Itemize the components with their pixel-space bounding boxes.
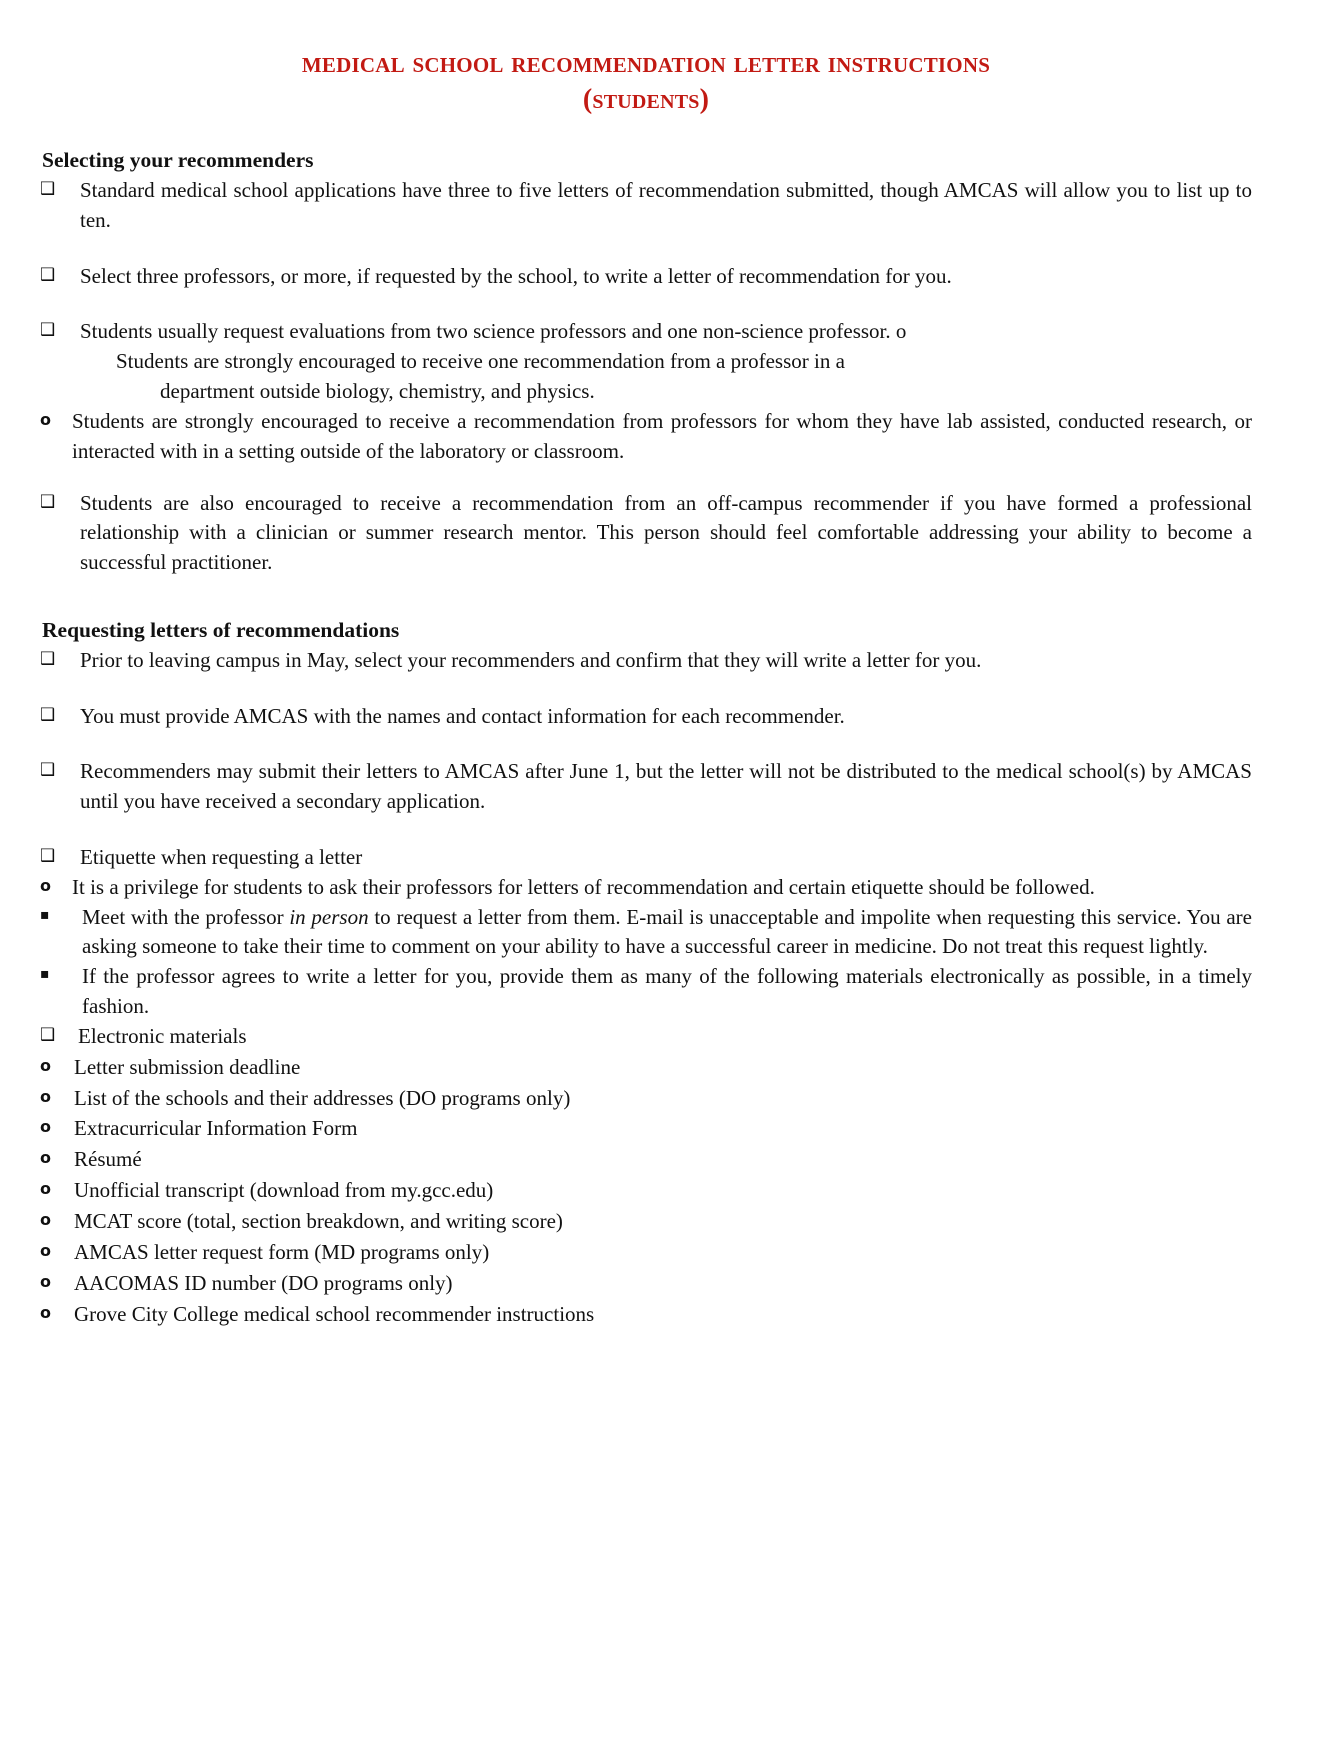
list-item [40,176,1252,236]
list-item-text: Recommenders may submit their letters to AMCAS after June 1, but the letter will not be distributed to the medical school(s) by AMCAS until you have received a secondary application. [80,759,1252,814]
list-item [40,1022,1252,1052]
list-item-text: AACOMAS ID number (DO programs only) [74,1270,453,1295]
list-item [40,903,1252,963]
list-item [40,1175,1252,1206]
list-item [40,262,1252,292]
list-item-text: MCAT score (total, section breakdown, and writing score) [74,1208,563,1233]
page-title [40,44,1252,118]
list-item-text: It is a privilege for students to ask their professors for letters of recommendation and certain etiquette should be followed. [72,874,1095,899]
list-electronic-materials [40,1052,1252,1330]
circle-bullet-icon: o [40,1209,51,1229]
sublist-etiquette [40,873,1252,903]
list-item-text: Electronic materials [78,1023,247,1048]
sublist-etiquette-details [40,903,1252,1022]
list-item [40,1083,1252,1114]
title-line-1: medical school recommendation letter instructions [301,46,991,79]
list-item-text: Prior to leaving campus in May, select your recommenders and confirm that they will write a letter for you. [80,647,982,672]
list-item [40,1113,1252,1144]
hollow-square-bullet-icon: ❑ [40,179,56,200]
hollow-square-bullet-icon: ❑ [40,704,56,725]
circle-bullet-icon: o [40,1086,51,1106]
list-item [40,1144,1252,1175]
list-item [40,646,1252,676]
italic-emphasis-in-person: in person [289,904,369,929]
sublist-science-professors [40,407,1252,467]
continuation-line-b: department outside biology, chemistry, and physics. [160,379,595,404]
circle-bullet-icon: o [40,1240,51,1260]
circle-bullet-icon: o [40,1302,51,1322]
text-before-italic: Meet with the professor [82,904,290,929]
hollow-square-bullet-icon: ❑ [40,264,56,285]
spacer [40,467,1252,489]
list-item-text: Students are also encouraged to receive a recommendation from an off-campus recommender if you have formed a professional relationship with a clinician or summer research mentor. This person should feel comfortable addressing your ability to become a successful practitioner. [80,490,1252,575]
text-after-italic: to request a letter from them. E-mail is unacceptable and impolite when requesting this service. You are asking someone to take their time to comment on your ability to have a successful career in medicine. Do not treat this request lightly. [82,904,1252,959]
hollow-square-bullet-icon: ❑ [40,760,56,781]
circle-bullet-icon: o [40,1148,51,1168]
list-item-text [82,903,1252,963]
list-item [40,489,1252,578]
list-item [40,1052,1252,1083]
list-item-text: Résumé [74,1147,142,1172]
list-item [40,702,1252,732]
hollow-square-bullet-icon: ❑ [40,648,56,669]
list-item-text: Extracurricular Information Form [74,1116,358,1141]
circle-bullet-icon: o [40,1117,51,1137]
circle-bullet-icon: o [40,409,51,429]
list-item [40,407,1252,467]
hollow-square-bullet-icon: ❑ [40,491,56,512]
list-item [40,1299,1252,1330]
list-item-text: Standard medical school applications have three to five letters of recommendation submitted, though AMCAS will allow you to list up to ten. [80,178,1252,232]
list-item [40,1206,1252,1237]
list-requesting-letters [40,646,1252,873]
circle-bullet-icon: o [40,1055,51,1075]
list-item-text: Students usually request evaluations from two science professors and one non-science professor. o [80,319,907,344]
hollow-square-bullet-icon: ❑ [40,846,56,866]
list-item-text: Unofficial transcript (download from my.gcc.edu) [74,1178,494,1203]
list-item [40,317,1252,347]
list-item-text: Grove City College medical school recommender instructions [74,1301,595,1326]
section-heading-requesting-letters: Requesting letters of recommendations [42,617,400,642]
list-item [40,757,1252,817]
list-item-text: If the professor agrees to write a letter for you, provide them as many of the following materials electronically as possible, in a timely fashion. [82,964,1252,1019]
list-selecting-recommenders-continued [40,489,1252,578]
continuation-line-a: Students are strongly encouraged to receive one recommendation from a professor in a [116,349,845,374]
filled-square-bullet-icon: ▪ [40,906,50,923]
list-selecting-recommenders [40,176,1252,347]
list-item-text: Etiquette when requesting a letter [80,845,363,869]
hollow-square-bullet-icon: ❑ [40,1024,56,1045]
list-item-text: You must provide AMCAS with the names and contact information for each recommender. [80,703,845,728]
list-item-text: Students are strongly encouraged to receive a recommendation from professors for whom they have lab assisted, conducted research, or interacted with in a setting outside of the laboratory or classroom. [72,408,1252,463]
list-item [40,843,1252,873]
list-item [40,962,1252,1022]
hollow-square-bullet-icon: ❑ [40,320,56,341]
title-line-2: (students) [582,84,710,116]
circle-bullet-icon: o [40,1271,51,1291]
list-item-text: AMCAS letter request form (MD programs only) [74,1239,490,1264]
list-item-text: Select three professors, or more, if requested by the school, to write a letter of recommendation for you. [80,263,952,288]
list-item [40,1237,1252,1268]
list-item-text: List of the schools and their addresses (DO programs only) [74,1085,571,1110]
list-item [40,1268,1252,1299]
sublist-electronic-materials-heading [40,1022,1252,1052]
section-heading-selecting-recommenders: Selecting your recommenders [42,148,314,173]
list-item-text: Letter submission deadline [74,1054,301,1079]
circle-bullet-icon: o [40,1179,51,1199]
circle-bullet-icon: o [40,875,51,895]
filled-square-bullet-icon: ▪ [40,966,50,983]
list-item [40,873,1252,903]
